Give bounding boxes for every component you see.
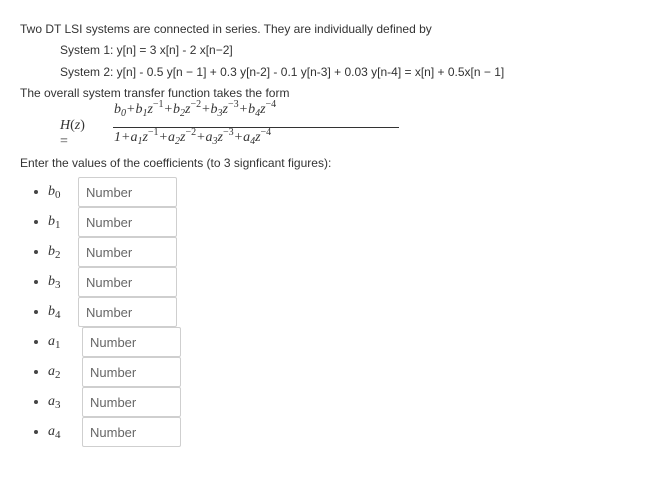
b0-input[interactable] [78,177,177,207]
bullet [34,220,38,224]
system2-equation: System 2: y[n] - 0.5 y[n − 1] + 0.3 y[n-2] - 0.1 y[n-3] + 0.03 y[n-4] = x[n] + 0.5x[n − 1] [60,65,505,79]
coefficient-label: $a_3$ [48,394,61,411]
b2-input[interactable] [78,237,177,267]
coefficient-label: $a_2$ [48,364,61,381]
coefficient-label: $a_1$ [48,334,61,351]
coefficient-b2 [34,238,177,266]
coefficient-a2 [34,358,181,386]
bullet [34,310,38,314]
bullet [34,280,38,284]
coefficient-b4 [34,298,177,326]
b4-input[interactable] [78,297,177,327]
bullet [34,340,38,344]
bullet [34,250,38,254]
bullet [34,430,38,434]
coefficient-a3 [34,388,181,416]
coefficient-b3 [34,268,177,296]
system1-equation: System 1: y[n] = 3 x[n] - 2 x[n−2] [60,43,233,57]
a4-input[interactable] [82,417,181,447]
form-text: The overall system transfer function takes the form [20,86,290,100]
coefficient-label: $b_3$ [48,274,61,291]
coefficient-a4 [34,418,181,446]
coefficient-label: $b_0$ [48,184,61,201]
bullet [34,400,38,404]
intro-text: Two DT LSI systems are connected in series. They are individually defined by [20,22,432,36]
a3-input[interactable] [82,387,181,417]
a2-input[interactable] [82,357,181,387]
a1-input[interactable] [82,327,181,357]
coefficient-b0 [34,178,177,206]
coefficient-label: $b_1$ [48,214,61,231]
bullet [34,370,38,374]
instruction-text: Enter the values of the coefficients (to 3 signficant figures): [20,156,332,170]
coefficient-label: $b_2$ [48,244,61,261]
coefficient-label: $b_4$ [48,304,61,321]
coefficient-a1 [34,328,181,356]
b1-input[interactable] [78,207,177,237]
coefficient-label: $a_4$ [48,424,61,441]
coefficient-b1 [34,208,177,236]
b3-input[interactable] [78,267,177,297]
bullet [34,190,38,194]
